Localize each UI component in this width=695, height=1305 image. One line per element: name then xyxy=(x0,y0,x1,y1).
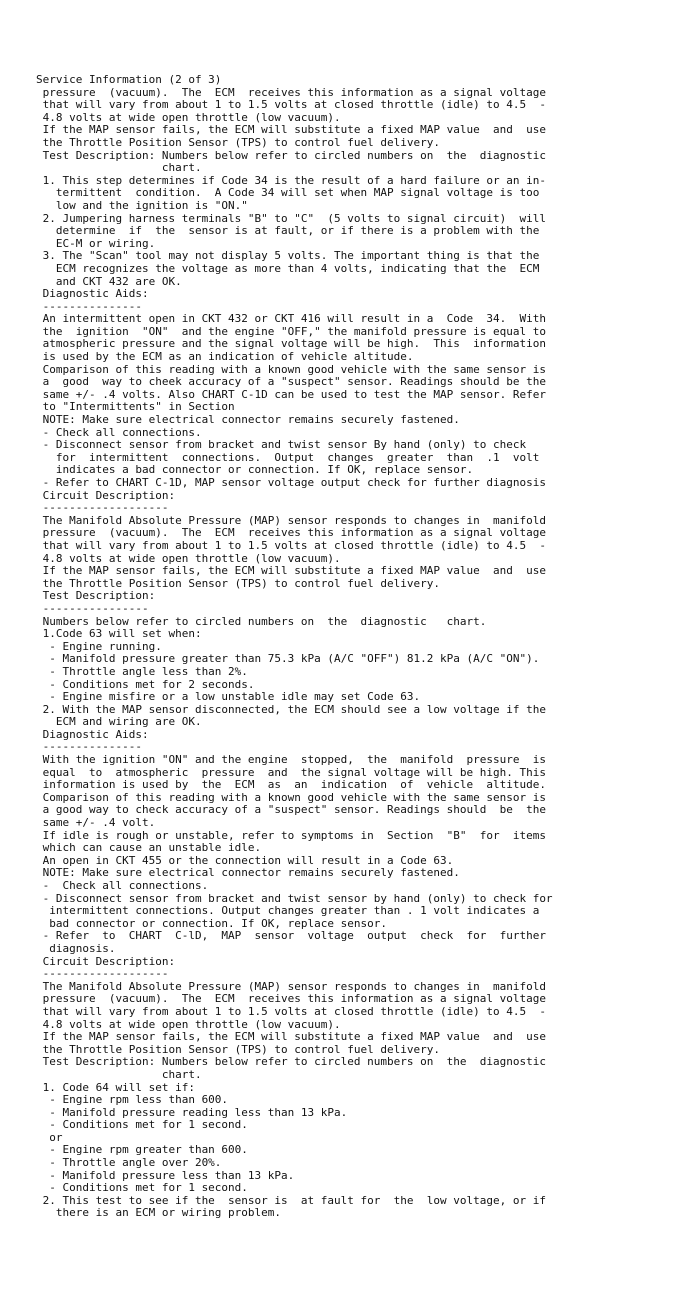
text-line: 4.8 volts at wide open throttle (low vacuum). xyxy=(36,1017,341,1031)
text-line: intermittent connections. Output changes greater than . 1 volt indicates a xyxy=(36,904,540,918)
text-line: atmospheric pressure and the signal voltage will be high. This information xyxy=(36,337,546,351)
text-line: - Engine rpm less than 600. xyxy=(36,1093,229,1107)
text-line: If the MAP sensor fails, the ECM will substitute a fixed MAP value and use xyxy=(36,1030,546,1044)
text-line: there is an ECM or wiring problem. xyxy=(36,1206,282,1220)
text-line: - Check all connections. xyxy=(36,425,202,439)
text-line: - Manifold pressure less than 13 kPa. xyxy=(36,1168,295,1182)
text-line: --------------- xyxy=(36,740,142,754)
text-line: to "Intermittents" in Section xyxy=(36,400,235,414)
text-line: Circuit Description: xyxy=(36,954,176,968)
text-line: the ignition "ON" and the engine "OFF," the manifold pressure is equal to xyxy=(36,324,546,338)
text-line: - Disconnect sensor from bracket and twist sensor By hand (only) to check xyxy=(36,438,527,452)
text-line: An intermittent open in CKT 432 or CKT 416 will result in a Code 34. With xyxy=(36,312,546,326)
text-line: If the MAP sensor fails, the ECM will substitute a fixed MAP value and use xyxy=(36,123,546,137)
text-line: Comparison of this reading with a known good vehicle with the same sensor is xyxy=(36,790,546,804)
text-line: a good way to cheek accuracy of a "suspect" sensor. Readings should be the xyxy=(36,375,546,389)
text-line: that will vary from about 1 to 1.5 volts at closed throttle (idle) to 4.5 - xyxy=(36,538,546,552)
text-line: An open in CKT 455 or the connection will result in a Code 63. xyxy=(36,853,454,867)
text-line: Test Description: Numbers below refer to circled numbers on the diagnostic xyxy=(36,148,546,162)
text-line: ECM and wiring are OK. xyxy=(36,715,202,729)
text-line: that will vary from about 1 to 1.5 volts at closed throttle (idle) to 4.5 - xyxy=(36,98,546,112)
text-line: - Manifold pressure greater than 75.3 kPa (A/C "OFF") 81.2 kPa (A/C "ON"). xyxy=(36,652,540,666)
text-line: chart. xyxy=(36,161,202,175)
text-line: and CKT 432 are OK. xyxy=(36,274,182,288)
text-line: same +/- .4 volt. xyxy=(36,816,156,830)
text-line: 1.Code 63 will set when: xyxy=(36,627,202,641)
text-line: bad connector or connection. If OK, replace sensor. xyxy=(36,916,387,930)
text-line: - Engine misfire or a low unstable idle may set Code 63. xyxy=(36,690,421,704)
text-line: 1. This step determines if Code 34 is the result of a hard failure or an in- xyxy=(36,173,546,187)
text-line: With the ignition "ON" and the engine stopped, the manifold pressure is xyxy=(36,753,546,767)
text-line: Diagnostic Aids: xyxy=(36,727,149,741)
text-line: a good way to check accuracy of a "suspect" sensor. Readings should be the xyxy=(36,803,546,817)
service-document xyxy=(36,74,676,1220)
text-line: that will vary from about 1 to 1.5 volts at closed throttle (idle) to 4.5 - xyxy=(36,1004,546,1018)
text-line: 2. Jumpering harness terminals "B" to "C" (5 volts to signal circuit) will xyxy=(36,211,546,225)
text-line: --------------- xyxy=(36,299,142,313)
text-line: 4.8 volts at wide open throttle (low vacuum). xyxy=(36,551,341,565)
text-line: is used by the ECM as an indication of vehicle altitude. xyxy=(36,350,414,364)
text-line: the Throttle Position Sensor (TPS) to control fuel delivery. xyxy=(36,576,440,590)
text-line: diagnosis. xyxy=(36,941,116,955)
text-line: If idle is rough or unstable, refer to symptoms in Section "B" for items xyxy=(36,828,546,842)
text-line: 2. This test to see if the sensor is at fault for the low voltage, or if xyxy=(36,1193,546,1207)
page-title: Service Information (2 of 3) xyxy=(36,73,222,86)
text-line: ------------------- xyxy=(36,967,169,981)
text-line: - Engine running. xyxy=(36,639,162,653)
text-line: - Manifold pressure reading less than 13 kPa. xyxy=(36,1105,348,1119)
text-line: pressure (vacuum). The ECM receives this information as a signal voltage xyxy=(36,526,546,540)
text-line: pressure (vacuum). The ECM receives this information as a signal voltage xyxy=(36,992,546,1006)
text-line: Circuit Description: xyxy=(36,488,176,502)
text-line: - Throttle angle over 20%. xyxy=(36,1156,222,1170)
text-line: The Manifold Absolute Pressure (MAP) sensor responds to changes in manifold xyxy=(36,979,546,993)
text-line: - Disconnect sensor from bracket and twist sensor by hand (only) to check for xyxy=(36,891,553,905)
text-line: Numbers below refer to circled numbers on the diagnostic chart. xyxy=(36,614,487,628)
text-line: - Throttle angle less than 2%. xyxy=(36,664,248,678)
text-line: Comparison of this reading with a known good vehicle with the same sensor is xyxy=(36,362,546,376)
text-line: the Throttle Position Sensor (TPS) to control fuel delivery. xyxy=(36,135,440,149)
text-line: 1. Code 64 will set if: xyxy=(36,1080,195,1094)
text-line: for intermittent connections. Output changes greater than .1 volt xyxy=(36,450,540,464)
text-line: - Check all connections. xyxy=(36,879,209,892)
text-line: pressure (vacuum). The ECM receives this information as a signal voltage xyxy=(36,85,546,99)
text-line: which can cause an unstable idle. xyxy=(36,841,262,855)
text-line: same +/- .4 volts. Also CHART C-1D can be used to test the MAP sensor. Refer xyxy=(36,387,546,401)
text-line: termittent condition. A Code 34 will set when MAP signal voltage is too xyxy=(36,186,540,200)
text-line: chart. xyxy=(36,1067,202,1081)
text-line: information is used by the ECM as an indication of vehicle altitude. xyxy=(36,778,546,792)
text-line: - Refer to CHART C-1D, MAP sensor voltage output check for further diagnosis xyxy=(36,476,546,489)
text-line: - Engine rpm greater than 600. xyxy=(36,1143,248,1157)
text-line: the Throttle Position Sensor (TPS) to control fuel delivery. xyxy=(36,1042,440,1056)
text-line: 3. The "Scan" tool may not display 5 volts. The important thing is that the xyxy=(36,249,540,263)
text-line: low and the ignition is "ON." xyxy=(36,198,248,212)
text-line: or xyxy=(36,1130,63,1144)
text-line: 2. With the MAP sensor disconnected, the ECM should see a low voltage if the xyxy=(36,702,546,716)
text-line: Test Description: xyxy=(36,589,156,603)
text-line: - Conditions met for 1 second. xyxy=(36,1181,248,1195)
text-line: equal to atmospheric pressure and the signal voltage will be high. This xyxy=(36,765,546,779)
text-line: determine if the sensor is at fault, or if there is a problem with the xyxy=(36,224,540,238)
text-line: ---------------- xyxy=(36,601,149,615)
text-line: ------------------- xyxy=(36,501,169,515)
text-line: NOTE: Make sure electrical connector remains securely fastened. xyxy=(36,413,460,427)
text-line: ECM recognizes the voltage as more than 4 volts, indicating that the ECM xyxy=(36,261,540,275)
text-line: If the MAP sensor fails, the ECM will substitute a fixed MAP value and use xyxy=(36,564,546,578)
text-line: EC-M or wiring. xyxy=(36,236,156,250)
text-line: Diagnostic Aids: xyxy=(36,287,149,301)
text-line: - Refer to CHART C-lD, MAP sensor voltage output check for further xyxy=(36,929,546,943)
text-line: - Conditions met for 1 second. xyxy=(36,1118,248,1132)
text-line: indicates a bad connector or connection. If OK, replace sensor. xyxy=(36,463,474,477)
text-line: NOTE: Make sure electrical connector remains securely fastened. xyxy=(36,866,460,880)
text-line: The Manifold Absolute Pressure (MAP) sensor responds to changes in manifold xyxy=(36,513,546,527)
text-line: Test Description: Numbers below refer to circled numbers on the diagnostic xyxy=(36,1055,546,1069)
text-line: 4.8 volts at wide open throttle (low vacuum). xyxy=(36,110,341,124)
text-line: - Conditions met for 2 seconds. xyxy=(36,677,255,691)
